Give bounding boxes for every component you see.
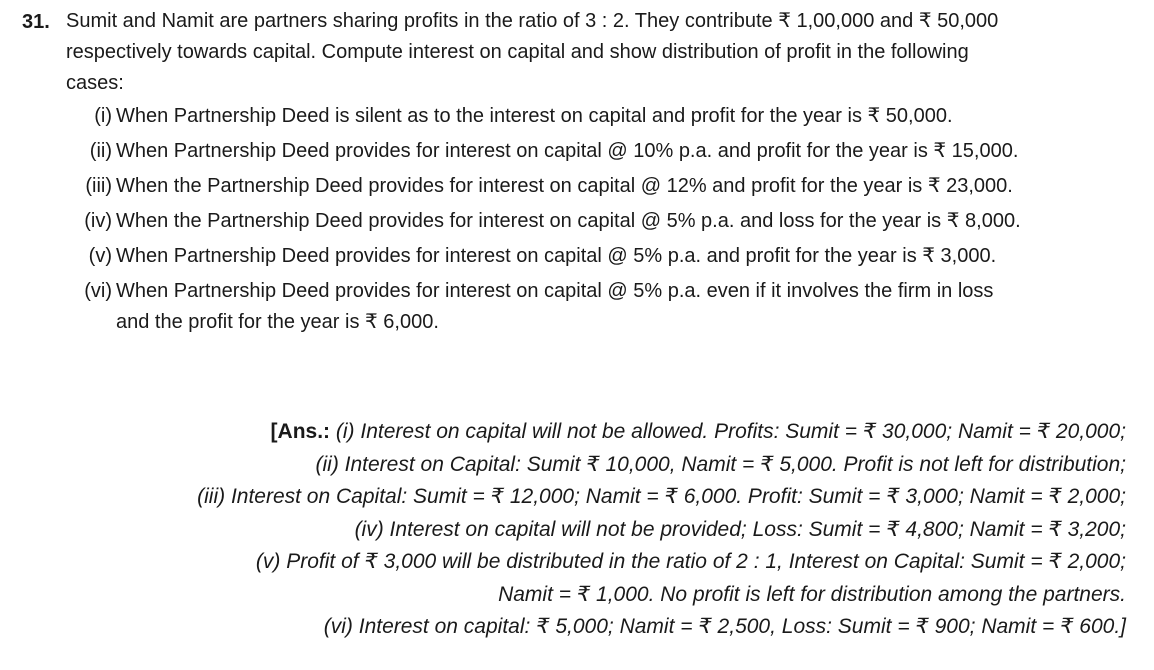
case-item (66, 239, 1136, 274)
case-text-line: and the profit for the year is ₹ 6,000. (116, 311, 439, 333)
case-item (66, 99, 1136, 134)
answer-line-text: (i) Interest on capital will not be allowed. Profits: Sumit = ₹ 30,000; Namit = ₹ 20,000; (330, 420, 1126, 443)
answer-line: (v) Profit of ₹ 3,000 will be distributed in the ratio of 2 : 1, Interest on Capital: Sumit = ₹ 2,000; (255, 550, 1126, 573)
answer-line: (iv) Interest on capital will not be provided; Loss: Sumit = ₹ 4,800; Namit = ₹ 3,200; (354, 517, 1126, 541)
case-label: (vi) (84, 280, 112, 302)
case-text: When Partnership Deed provides for interest on capital @ 10% p.a. and profit for the year is ₹ 15,000. (116, 140, 1019, 162)
question-text (66, 6, 1126, 99)
answer-line: (iii) Interest on Capital: Sumit = ₹ 12,000; Namit = ₹ 6,000. Profit: Sumit = ₹ 3,000; Namit = ₹ 2,000; (197, 485, 1126, 508)
question-number: 31. (22, 11, 50, 33)
case-label: (ii) (89, 140, 112, 162)
answer-line: (ii) Interest on Capital: Sumit ₹ 10,000, Namit = ₹ 5,000. Profit is not left for distribution; (315, 452, 1126, 476)
case-item (66, 169, 1136, 204)
case-label: (iii) (85, 175, 112, 197)
case-item (66, 134, 1136, 169)
answer-line: (vi) Interest on capital: ₹ 5,000; Namit = ₹ 2,500, Loss: Sumit = ₹ 900; Namit = ₹ 600.] (323, 615, 1126, 638)
case-list (66, 99, 1136, 340)
case-text: When the Partnership Deed provides for interest on capital @ 5% p.a. and loss for the year is ₹ 8,000. (116, 210, 1021, 232)
case-item (66, 204, 1136, 239)
case-text-line: When Partnership Deed provides for interest on capital @ 5% p.a. even if it involves the firm in loss (116, 280, 994, 302)
answer-block (6, 416, 1126, 644)
case-label: (v) (88, 245, 112, 267)
answer-line (6, 416, 1126, 449)
answer-label: [Ans.: (270, 420, 331, 443)
question-line: Sumit and Namit are partners sharing profits in the ratio of 3 : 2. They contribute ₹ 1,00,000 and ₹ 50,000 (66, 10, 999, 32)
question-line: cases: (66, 72, 124, 94)
case-item (66, 274, 1136, 340)
case-text: When Partnership Deed is silent as to the interest on capital and profit for the year is ₹ 50,000. (116, 105, 953, 127)
case-label: (i) (94, 105, 112, 127)
case-label: (iv) (84, 210, 112, 232)
case-text: When Partnership Deed provides for interest on capital @ 5% p.a. and profit for the year is ₹ 3,000. (116, 245, 997, 267)
case-text (116, 276, 1126, 338)
question-line: respectively towards capital. Compute interest on capital and show distribution of profit in the following (66, 41, 969, 63)
case-text: When the Partnership Deed provides for interest on capital @ 12% and profit for the year is ₹ 23,000. (116, 175, 1013, 197)
answer-line: Namit = ₹ 1,000. No profit is left for distribution among the partners. (498, 582, 1126, 606)
